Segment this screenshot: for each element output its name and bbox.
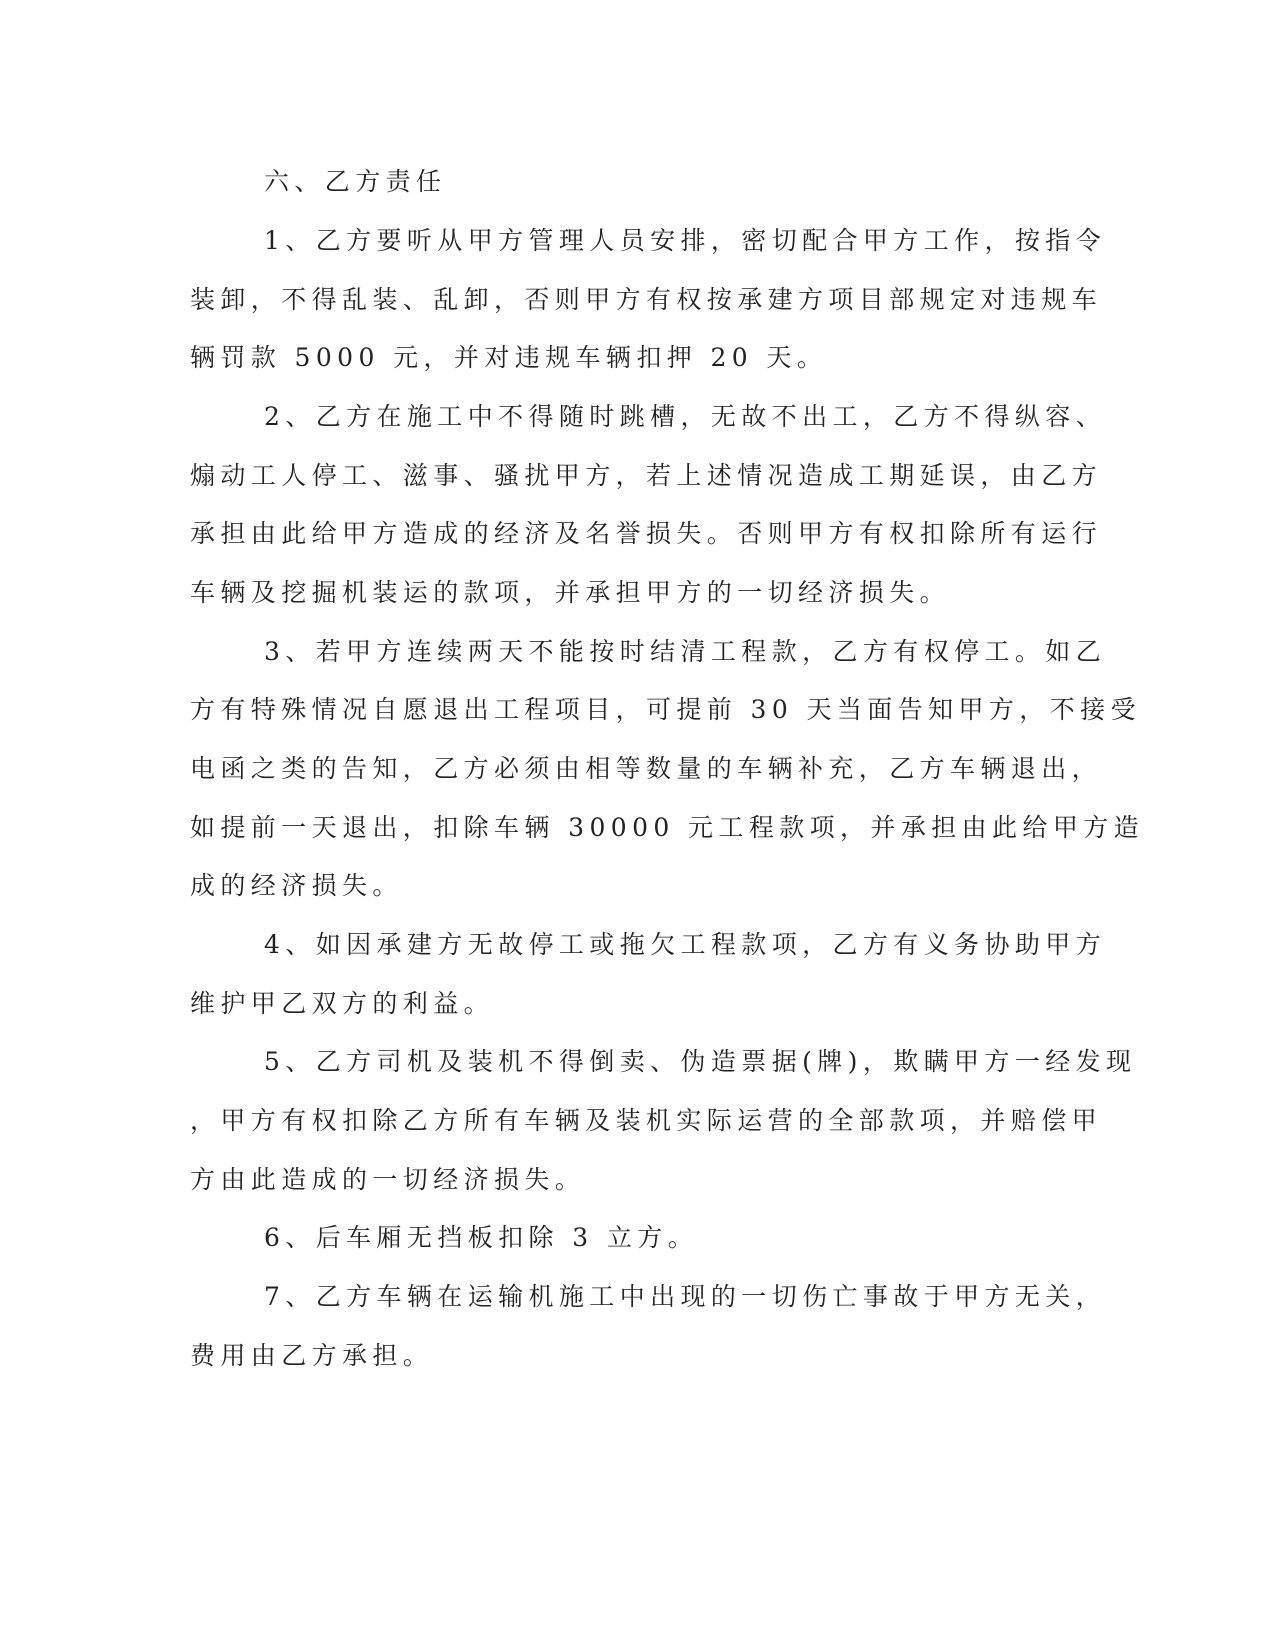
text-line: ，甲方有权扣除乙方所有车辆及装机实际运营的全部款项，并赔偿甲 bbox=[190, 1106, 1103, 1135]
text-line: 电函之类的告知，乙方必须由相等数量的车辆补充，乙方车辆退出， bbox=[190, 754, 1103, 783]
section-title: 六、乙方责任 bbox=[264, 167, 447, 196]
text-line: 车辆及挖掘机装运的款项，并承担甲方的一切经济损失。 bbox=[190, 578, 951, 607]
text-line: 维护甲乙双方的利益。 bbox=[190, 989, 495, 1018]
text-line: 辆罚款 5000 元，并对违规车辆扣押 20 天。 bbox=[190, 343, 828, 372]
text-line: 2、乙方在施工中不得随时跳槽，无故不出工，乙方不得纵容、 bbox=[264, 402, 1107, 431]
text-line: 煽动工人停工、滋事、骚扰甲方，若上述情况造成工期延误，由乙方 bbox=[190, 461, 1103, 490]
text-line: 费用由乙方承担。 bbox=[190, 1341, 434, 1370]
text-line: 4、如因承建方无故停工或拖欠工程款项，乙方有义务协助甲方 bbox=[264, 930, 1107, 959]
text-line: 7、乙方车辆在运输机施工中出现的一切伤亡事故于甲方无关， bbox=[264, 1282, 1107, 1311]
text-line: 方由此造成的一切经济损失。 bbox=[190, 1165, 586, 1194]
text-line: 1、乙方要听从甲方管理人员安排，密切配合甲方工作，按指令 bbox=[264, 226, 1107, 255]
text-line: 5、乙方司机及装机不得倒卖、伪造票据(牌)，欺瞒甲方一经发现 bbox=[264, 1047, 1137, 1076]
text-line: 装卸，不得乱装、乱卸，否则甲方有权按承建方项目部规定对违规车 bbox=[190, 285, 1103, 314]
text-line: 成的经济损失。 bbox=[190, 871, 403, 900]
text-line: 方有特殊情况自愿退出工程项目，可提前 30 天当面告知甲方，不接受 bbox=[190, 695, 1141, 724]
text-line: 承担由此给甲方造成的经济及名誉损失。否则甲方有权扣除所有运行 bbox=[190, 519, 1103, 548]
text-line: 6、后车厢无挡板扣除 3 立方。 bbox=[264, 1223, 699, 1252]
text-line: 3、若甲方连续两天不能按时结清工程款，乙方有权停工。如乙 bbox=[264, 637, 1107, 666]
text-line: 如提前一天退出，扣除车辆 30000 元工程款项，并承担由此给甲方造 bbox=[190, 813, 1145, 842]
